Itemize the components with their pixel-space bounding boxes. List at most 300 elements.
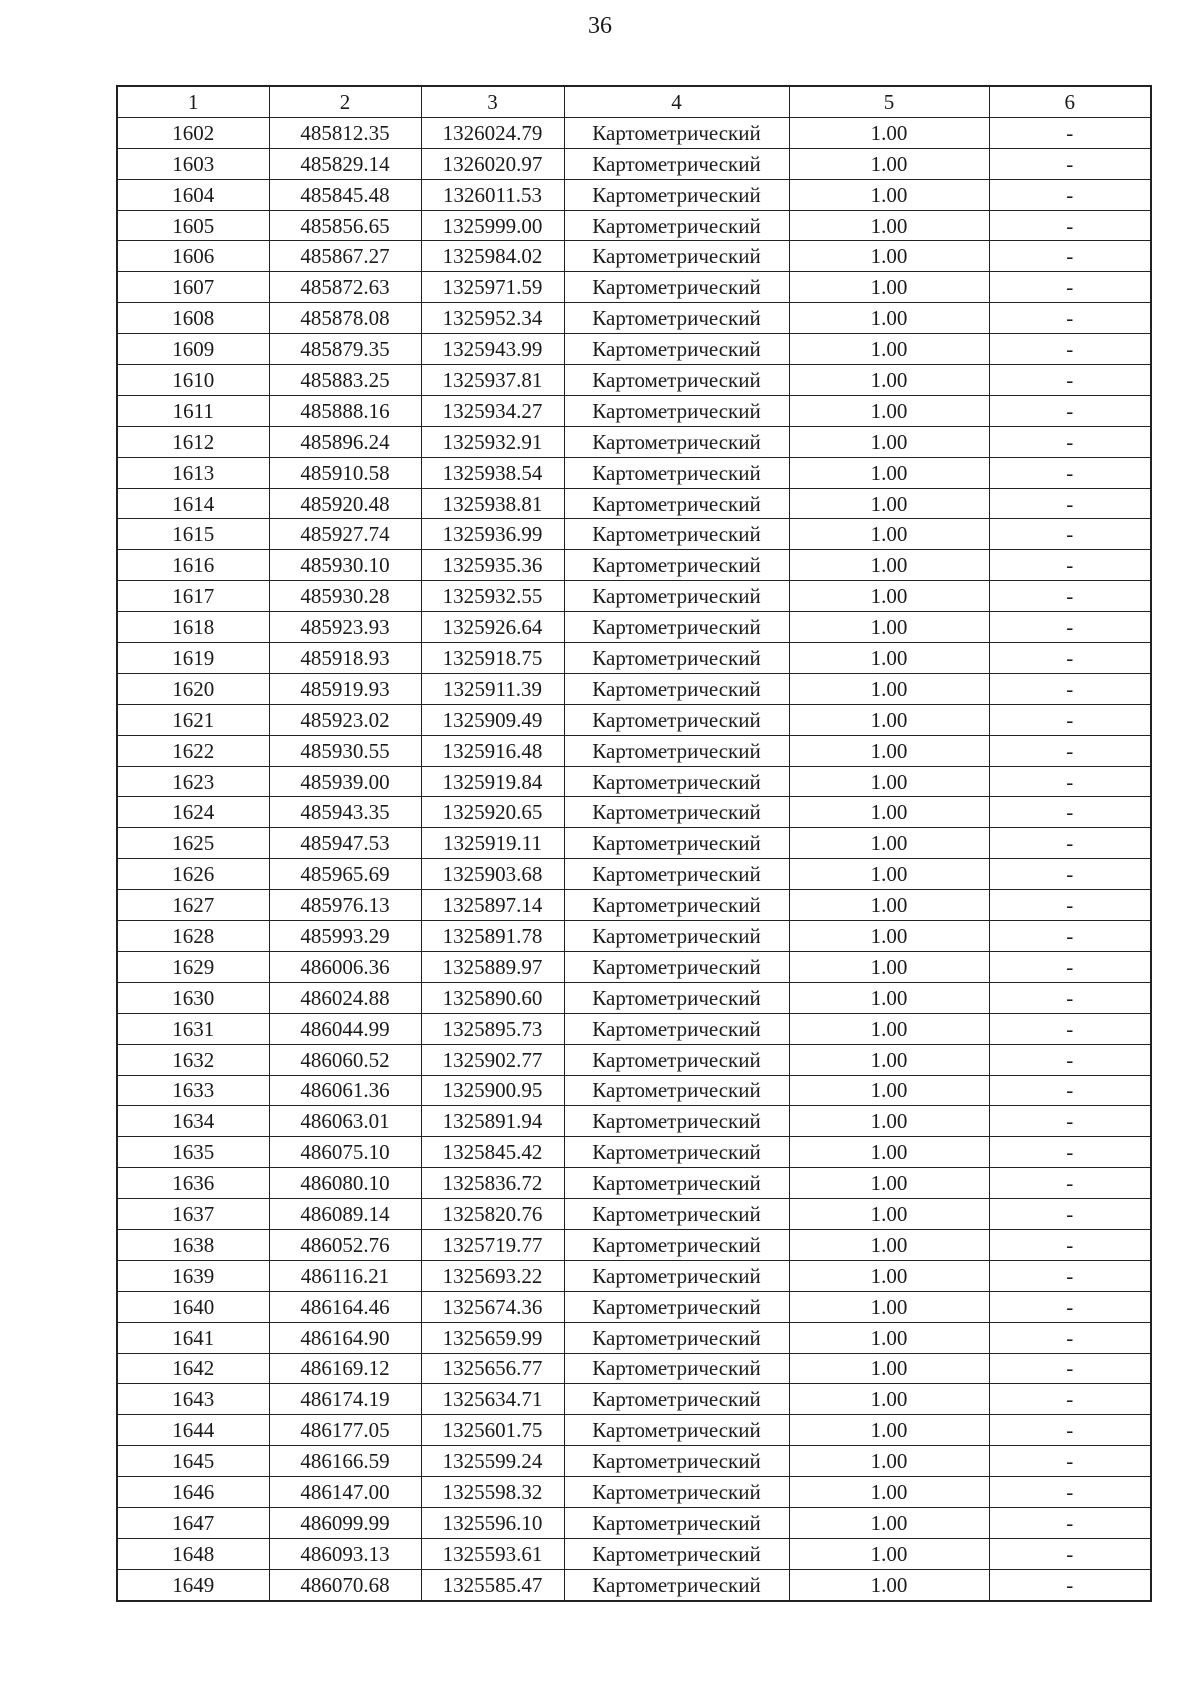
cell-y-coordinate: 1325891.78 bbox=[421, 921, 564, 952]
cell-x-coordinate: 486060.52 bbox=[269, 1044, 421, 1075]
cell-x-coordinate: 485943.35 bbox=[269, 797, 421, 828]
cell-description: - bbox=[989, 1507, 1151, 1538]
table-row bbox=[117, 1075, 1151, 1106]
cell-point-number: 1648 bbox=[117, 1538, 269, 1569]
cell-point-number: 1615 bbox=[117, 519, 269, 550]
page-number: 36 bbox=[588, 13, 612, 39]
cell-point-number: 1614 bbox=[117, 488, 269, 519]
cell-x-coordinate: 485867.27 bbox=[269, 241, 421, 272]
cell-point-number: 1642 bbox=[117, 1353, 269, 1384]
cell-method: Картометрический bbox=[564, 210, 789, 241]
cell-y-coordinate: 1325890.60 bbox=[421, 982, 564, 1013]
header-row bbox=[117, 86, 1151, 117]
table-row bbox=[117, 643, 1151, 674]
cell-x-coordinate: 485829.14 bbox=[269, 148, 421, 179]
cell-description: - bbox=[989, 457, 1151, 488]
cell-method: Картометрический bbox=[564, 1384, 789, 1415]
cell-description: - bbox=[989, 1446, 1151, 1477]
cell-y-coordinate: 1325659.99 bbox=[421, 1322, 564, 1353]
column-header-6: 6 bbox=[989, 86, 1151, 117]
cell-description: - bbox=[989, 1477, 1151, 1508]
cell-x-coordinate: 486147.00 bbox=[269, 1477, 421, 1508]
cell-description: - bbox=[989, 766, 1151, 797]
cell-description: - bbox=[989, 1199, 1151, 1230]
cell-method: Картометрический bbox=[564, 457, 789, 488]
table-row bbox=[117, 550, 1151, 581]
cell-x-coordinate: 485878.08 bbox=[269, 303, 421, 334]
cell-y-coordinate: 1325889.97 bbox=[421, 951, 564, 982]
cell-x-coordinate: 486024.88 bbox=[269, 982, 421, 1013]
cell-y-coordinate: 1325919.11 bbox=[421, 828, 564, 859]
table-body bbox=[117, 117, 1151, 1600]
cell-method: Картометрический bbox=[564, 643, 789, 674]
cell-y-coordinate: 1325984.02 bbox=[421, 241, 564, 272]
cell-y-coordinate: 1325719.77 bbox=[421, 1229, 564, 1260]
cell-y-coordinate: 1325920.65 bbox=[421, 797, 564, 828]
cell-description: - bbox=[989, 921, 1151, 952]
column-header-2: 2 bbox=[269, 86, 421, 117]
cell-description: - bbox=[989, 334, 1151, 365]
cell-method: Картометрический bbox=[564, 951, 789, 982]
cell-y-coordinate: 1325593.61 bbox=[421, 1538, 564, 1569]
cell-y-coordinate: 1325656.77 bbox=[421, 1353, 564, 1384]
cell-x-coordinate: 486164.90 bbox=[269, 1322, 421, 1353]
cell-x-coordinate: 486089.14 bbox=[269, 1199, 421, 1230]
cell-y-coordinate: 1325943.99 bbox=[421, 334, 564, 365]
cell-method: Картометрический bbox=[564, 921, 789, 952]
cell-method: Картометрический bbox=[564, 303, 789, 334]
cell-point-number: 1611 bbox=[117, 395, 269, 426]
cell-method: Картометрический bbox=[564, 1569, 789, 1600]
cell-point-number: 1613 bbox=[117, 457, 269, 488]
table-row bbox=[117, 457, 1151, 488]
cell-accuracy: 1.00 bbox=[789, 921, 989, 952]
column-header-4: 4 bbox=[564, 86, 789, 117]
table-row bbox=[117, 334, 1151, 365]
table-row bbox=[117, 1291, 1151, 1322]
cell-point-number: 1604 bbox=[117, 179, 269, 210]
cell-accuracy: 1.00 bbox=[789, 488, 989, 519]
cell-method: Картометрический bbox=[564, 1415, 789, 1446]
cell-accuracy: 1.00 bbox=[789, 303, 989, 334]
cell-accuracy: 1.00 bbox=[789, 457, 989, 488]
cell-y-coordinate: 1325598.32 bbox=[421, 1477, 564, 1508]
cell-point-number: 1630 bbox=[117, 982, 269, 1013]
column-header-1: 1 bbox=[117, 86, 269, 117]
cell-point-number: 1635 bbox=[117, 1137, 269, 1168]
cell-accuracy: 1.00 bbox=[789, 1291, 989, 1322]
table-row bbox=[117, 1013, 1151, 1044]
cell-method: Картометрический bbox=[564, 550, 789, 581]
cell-point-number: 1637 bbox=[117, 1199, 269, 1230]
cell-point-number: 1619 bbox=[117, 643, 269, 674]
cell-x-coordinate: 485965.69 bbox=[269, 859, 421, 890]
cell-x-coordinate: 485947.53 bbox=[269, 828, 421, 859]
cell-point-number: 1609 bbox=[117, 334, 269, 365]
cell-point-number: 1627 bbox=[117, 890, 269, 921]
cell-y-coordinate: 1325909.49 bbox=[421, 704, 564, 735]
cell-accuracy: 1.00 bbox=[789, 581, 989, 612]
cell-accuracy: 1.00 bbox=[789, 519, 989, 550]
cell-description: - bbox=[989, 982, 1151, 1013]
cell-method: Картометрический bbox=[564, 117, 789, 148]
cell-method: Картометрический bbox=[564, 735, 789, 766]
cell-description: - bbox=[989, 1538, 1151, 1569]
cell-description: - bbox=[989, 1044, 1151, 1075]
cell-description: - bbox=[989, 210, 1151, 241]
cell-x-coordinate: 485856.65 bbox=[269, 210, 421, 241]
cell-method: Картометрический bbox=[564, 1137, 789, 1168]
cell-method: Картометрический bbox=[564, 1538, 789, 1569]
cell-accuracy: 1.00 bbox=[789, 890, 989, 921]
cell-accuracy: 1.00 bbox=[789, 859, 989, 890]
cell-method: Картометрический bbox=[564, 272, 789, 303]
cell-description: - bbox=[989, 519, 1151, 550]
cell-accuracy: 1.00 bbox=[789, 704, 989, 735]
cell-y-coordinate: 1325971.59 bbox=[421, 272, 564, 303]
cell-method: Картометрический bbox=[564, 519, 789, 550]
table-row bbox=[117, 1477, 1151, 1508]
cell-accuracy: 1.00 bbox=[789, 1446, 989, 1477]
cell-method: Картометрический bbox=[564, 1507, 789, 1538]
cell-y-coordinate: 1325932.91 bbox=[421, 426, 564, 457]
cell-point-number: 1647 bbox=[117, 1507, 269, 1538]
cell-description: - bbox=[989, 612, 1151, 643]
cell-accuracy: 1.00 bbox=[789, 272, 989, 303]
table-row bbox=[117, 179, 1151, 210]
table-row bbox=[117, 735, 1151, 766]
cell-y-coordinate: 1325897.14 bbox=[421, 890, 564, 921]
cell-y-coordinate: 1326011.53 bbox=[421, 179, 564, 210]
cell-point-number: 1610 bbox=[117, 365, 269, 396]
cell-x-coordinate: 485976.13 bbox=[269, 890, 421, 921]
cell-x-coordinate: 485896.24 bbox=[269, 426, 421, 457]
cell-x-coordinate: 486075.10 bbox=[269, 1137, 421, 1168]
cell-y-coordinate: 1325674.36 bbox=[421, 1291, 564, 1322]
cell-description: - bbox=[989, 1106, 1151, 1137]
cell-method: Картометрический bbox=[564, 1044, 789, 1075]
cell-x-coordinate: 486070.68 bbox=[269, 1569, 421, 1600]
cell-method: Картометрический bbox=[564, 426, 789, 457]
cell-x-coordinate: 485930.10 bbox=[269, 550, 421, 581]
cell-description: - bbox=[989, 643, 1151, 674]
cell-method: Картометрический bbox=[564, 612, 789, 643]
cell-x-coordinate: 485927.74 bbox=[269, 519, 421, 550]
cell-x-coordinate: 486093.13 bbox=[269, 1538, 421, 1569]
cell-accuracy: 1.00 bbox=[789, 210, 989, 241]
cell-y-coordinate: 1325934.27 bbox=[421, 395, 564, 426]
cell-point-number: 1628 bbox=[117, 921, 269, 952]
cell-point-number: 1616 bbox=[117, 550, 269, 581]
cell-accuracy: 1.00 bbox=[789, 1569, 989, 1600]
cell-accuracy: 1.00 bbox=[789, 951, 989, 982]
cell-point-number: 1626 bbox=[117, 859, 269, 890]
cell-accuracy: 1.00 bbox=[789, 797, 989, 828]
table-row bbox=[117, 704, 1151, 735]
cell-accuracy: 1.00 bbox=[789, 334, 989, 365]
cell-x-coordinate: 486099.99 bbox=[269, 1507, 421, 1538]
table-row bbox=[117, 1446, 1151, 1477]
cell-point-number: 1621 bbox=[117, 704, 269, 735]
cell-point-number: 1640 bbox=[117, 1291, 269, 1322]
cell-accuracy: 1.00 bbox=[789, 1013, 989, 1044]
table-row bbox=[117, 519, 1151, 550]
table-row bbox=[117, 1044, 1151, 1075]
cell-method: Картометрический bbox=[564, 982, 789, 1013]
cell-method: Картометрический bbox=[564, 1446, 789, 1477]
table-row bbox=[117, 673, 1151, 704]
cell-x-coordinate: 485930.28 bbox=[269, 581, 421, 612]
cell-description: - bbox=[989, 1168, 1151, 1199]
cell-y-coordinate: 1325937.81 bbox=[421, 365, 564, 396]
table-row bbox=[117, 1538, 1151, 1569]
cell-y-coordinate: 1325634.71 bbox=[421, 1384, 564, 1415]
cell-y-coordinate: 1325936.99 bbox=[421, 519, 564, 550]
cell-point-number: 1602 bbox=[117, 117, 269, 148]
table-row bbox=[117, 488, 1151, 519]
cell-point-number: 1633 bbox=[117, 1075, 269, 1106]
table-row bbox=[117, 426, 1151, 457]
cell-y-coordinate: 1325999.00 bbox=[421, 210, 564, 241]
cell-y-coordinate: 1325596.10 bbox=[421, 1507, 564, 1538]
cell-method: Картометрический bbox=[564, 1477, 789, 1508]
cell-x-coordinate: 485993.29 bbox=[269, 921, 421, 952]
table-row bbox=[117, 1229, 1151, 1260]
table-row bbox=[117, 303, 1151, 334]
cell-accuracy: 1.00 bbox=[789, 1322, 989, 1353]
cell-description: - bbox=[989, 179, 1151, 210]
cell-y-coordinate: 1325820.76 bbox=[421, 1199, 564, 1230]
cell-y-coordinate: 1326024.79 bbox=[421, 117, 564, 148]
cell-point-number: 1624 bbox=[117, 797, 269, 828]
cell-x-coordinate: 486006.36 bbox=[269, 951, 421, 982]
cell-accuracy: 1.00 bbox=[789, 1106, 989, 1137]
cell-x-coordinate: 485930.55 bbox=[269, 735, 421, 766]
cell-x-coordinate: 485923.93 bbox=[269, 612, 421, 643]
table-row bbox=[117, 581, 1151, 612]
cell-accuracy: 1.00 bbox=[789, 1353, 989, 1384]
cell-description: - bbox=[989, 365, 1151, 396]
cell-accuracy: 1.00 bbox=[789, 1415, 989, 1446]
cell-description: - bbox=[989, 272, 1151, 303]
table-row bbox=[117, 890, 1151, 921]
cell-x-coordinate: 486164.46 bbox=[269, 1291, 421, 1322]
table-header bbox=[117, 86, 1151, 117]
table-row bbox=[117, 210, 1151, 241]
cell-y-coordinate: 1325938.54 bbox=[421, 457, 564, 488]
column-header-5: 5 bbox=[789, 86, 989, 117]
cell-description: - bbox=[989, 1291, 1151, 1322]
cell-point-number: 1620 bbox=[117, 673, 269, 704]
cell-point-number: 1622 bbox=[117, 735, 269, 766]
cell-x-coordinate: 486052.76 bbox=[269, 1229, 421, 1260]
table-row bbox=[117, 1199, 1151, 1230]
cell-y-coordinate: 1325919.84 bbox=[421, 766, 564, 797]
cell-description: - bbox=[989, 550, 1151, 581]
cell-point-number: 1638 bbox=[117, 1229, 269, 1260]
cell-x-coordinate: 486044.99 bbox=[269, 1013, 421, 1044]
cell-method: Картометрический bbox=[564, 1075, 789, 1106]
cell-accuracy: 1.00 bbox=[789, 365, 989, 396]
table-row bbox=[117, 1353, 1151, 1384]
cell-x-coordinate: 485872.63 bbox=[269, 272, 421, 303]
cell-point-number: 1625 bbox=[117, 828, 269, 859]
cell-method: Картометрический bbox=[564, 1291, 789, 1322]
cell-y-coordinate: 1325845.42 bbox=[421, 1137, 564, 1168]
cell-y-coordinate: 1325895.73 bbox=[421, 1013, 564, 1044]
cell-point-number: 1639 bbox=[117, 1260, 269, 1291]
cell-x-coordinate: 486063.01 bbox=[269, 1106, 421, 1137]
cell-x-coordinate: 485923.02 bbox=[269, 704, 421, 735]
cell-accuracy: 1.00 bbox=[789, 1137, 989, 1168]
cell-method: Картометрический bbox=[564, 334, 789, 365]
cell-x-coordinate: 485919.93 bbox=[269, 673, 421, 704]
cell-x-coordinate: 486166.59 bbox=[269, 1446, 421, 1477]
cell-x-coordinate: 486061.36 bbox=[269, 1075, 421, 1106]
cell-x-coordinate: 485920.48 bbox=[269, 488, 421, 519]
cell-point-number: 1634 bbox=[117, 1106, 269, 1137]
cell-description: - bbox=[989, 488, 1151, 519]
cell-accuracy: 1.00 bbox=[789, 673, 989, 704]
cell-accuracy: 1.00 bbox=[789, 1260, 989, 1291]
cell-y-coordinate: 1325836.72 bbox=[421, 1168, 564, 1199]
column-header-3: 3 bbox=[421, 86, 564, 117]
table-row bbox=[117, 921, 1151, 952]
cell-description: - bbox=[989, 1229, 1151, 1260]
table-row bbox=[117, 1415, 1151, 1446]
cell-method: Картометрический bbox=[564, 1353, 789, 1384]
table-row bbox=[117, 1569, 1151, 1600]
table-row bbox=[117, 612, 1151, 643]
cell-method: Картометрический bbox=[564, 1168, 789, 1199]
table-row bbox=[117, 395, 1151, 426]
cell-y-coordinate: 1325599.24 bbox=[421, 1446, 564, 1477]
cell-point-number: 1645 bbox=[117, 1446, 269, 1477]
cell-x-coordinate: 485879.35 bbox=[269, 334, 421, 365]
cell-point-number: 1623 bbox=[117, 766, 269, 797]
cell-point-number: 1632 bbox=[117, 1044, 269, 1075]
cell-y-coordinate: 1325900.95 bbox=[421, 1075, 564, 1106]
cell-x-coordinate: 486174.19 bbox=[269, 1384, 421, 1415]
cell-y-coordinate: 1325918.75 bbox=[421, 643, 564, 674]
cell-x-coordinate: 485812.35 bbox=[269, 117, 421, 148]
coordinates-table bbox=[116, 85, 1152, 1602]
cell-description: - bbox=[989, 426, 1151, 457]
cell-y-coordinate: 1325938.81 bbox=[421, 488, 564, 519]
table-row bbox=[117, 1106, 1151, 1137]
cell-accuracy: 1.00 bbox=[789, 982, 989, 1013]
cell-description: - bbox=[989, 890, 1151, 921]
cell-accuracy: 1.00 bbox=[789, 1199, 989, 1230]
cell-x-coordinate: 486080.10 bbox=[269, 1168, 421, 1199]
cell-description: - bbox=[989, 1415, 1151, 1446]
cell-method: Картометрический bbox=[564, 1106, 789, 1137]
cell-accuracy: 1.00 bbox=[789, 1229, 989, 1260]
cell-accuracy: 1.00 bbox=[789, 1168, 989, 1199]
cell-point-number: 1641 bbox=[117, 1322, 269, 1353]
cell-y-coordinate: 1325891.94 bbox=[421, 1106, 564, 1137]
cell-method: Картометрический bbox=[564, 395, 789, 426]
cell-point-number: 1618 bbox=[117, 612, 269, 643]
cell-method: Картометрический bbox=[564, 859, 789, 890]
cell-description: - bbox=[989, 951, 1151, 982]
cell-accuracy: 1.00 bbox=[789, 1384, 989, 1415]
cell-x-coordinate: 485888.16 bbox=[269, 395, 421, 426]
cell-method: Картометрический bbox=[564, 1199, 789, 1230]
cell-method: Картометрический bbox=[564, 148, 789, 179]
cell-accuracy: 1.00 bbox=[789, 1044, 989, 1075]
cell-x-coordinate: 485918.93 bbox=[269, 643, 421, 674]
table-row bbox=[117, 365, 1151, 396]
cell-point-number: 1608 bbox=[117, 303, 269, 334]
cell-y-coordinate: 1325585.47 bbox=[421, 1569, 564, 1600]
cell-description: - bbox=[989, 395, 1151, 426]
cell-accuracy: 1.00 bbox=[789, 179, 989, 210]
cell-accuracy: 1.00 bbox=[789, 241, 989, 272]
cell-method: Картометрический bbox=[564, 704, 789, 735]
cell-description: - bbox=[989, 828, 1151, 859]
cell-accuracy: 1.00 bbox=[789, 1075, 989, 1106]
cell-description: - bbox=[989, 1384, 1151, 1415]
cell-x-coordinate: 486116.21 bbox=[269, 1260, 421, 1291]
cell-description: - bbox=[989, 797, 1151, 828]
cell-description: - bbox=[989, 241, 1151, 272]
cell-method: Картометрический bbox=[564, 1229, 789, 1260]
cell-accuracy: 1.00 bbox=[789, 643, 989, 674]
cell-x-coordinate: 485883.25 bbox=[269, 365, 421, 396]
cell-description: - bbox=[989, 1260, 1151, 1291]
cell-y-coordinate: 1325935.36 bbox=[421, 550, 564, 581]
cell-y-coordinate: 1325952.34 bbox=[421, 303, 564, 334]
table-row bbox=[117, 797, 1151, 828]
cell-accuracy: 1.00 bbox=[789, 395, 989, 426]
cell-method: Картометрический bbox=[564, 179, 789, 210]
cell-y-coordinate: 1325903.68 bbox=[421, 859, 564, 890]
cell-point-number: 1607 bbox=[117, 272, 269, 303]
table-row bbox=[117, 1168, 1151, 1199]
cell-method: Картометрический bbox=[564, 241, 789, 272]
cell-x-coordinate: 486177.05 bbox=[269, 1415, 421, 1446]
table-row bbox=[117, 1137, 1151, 1168]
cell-point-number: 1606 bbox=[117, 241, 269, 272]
cell-x-coordinate: 485939.00 bbox=[269, 766, 421, 797]
table-row bbox=[117, 148, 1151, 179]
table-row bbox=[117, 1384, 1151, 1415]
cell-y-coordinate: 1325916.48 bbox=[421, 735, 564, 766]
cell-description: - bbox=[989, 859, 1151, 890]
cell-accuracy: 1.00 bbox=[789, 148, 989, 179]
cell-method: Картометрический bbox=[564, 365, 789, 396]
cell-method: Картометрический bbox=[564, 766, 789, 797]
cell-description: - bbox=[989, 1322, 1151, 1353]
cell-method: Картометрический bbox=[564, 1013, 789, 1044]
table-row bbox=[117, 272, 1151, 303]
table-row bbox=[117, 828, 1151, 859]
cell-accuracy: 1.00 bbox=[789, 550, 989, 581]
cell-y-coordinate: 1326020.97 bbox=[421, 148, 564, 179]
cell-description: - bbox=[989, 735, 1151, 766]
cell-description: - bbox=[989, 704, 1151, 735]
cell-method: Картометрический bbox=[564, 828, 789, 859]
cell-method: Картометрический bbox=[564, 581, 789, 612]
cell-description: - bbox=[989, 303, 1151, 334]
table-row bbox=[117, 117, 1151, 148]
cell-method: Картометрический bbox=[564, 797, 789, 828]
cell-point-number: 1636 bbox=[117, 1168, 269, 1199]
cell-x-coordinate: 485845.48 bbox=[269, 179, 421, 210]
cell-point-number: 1612 bbox=[117, 426, 269, 457]
table-row bbox=[117, 859, 1151, 890]
